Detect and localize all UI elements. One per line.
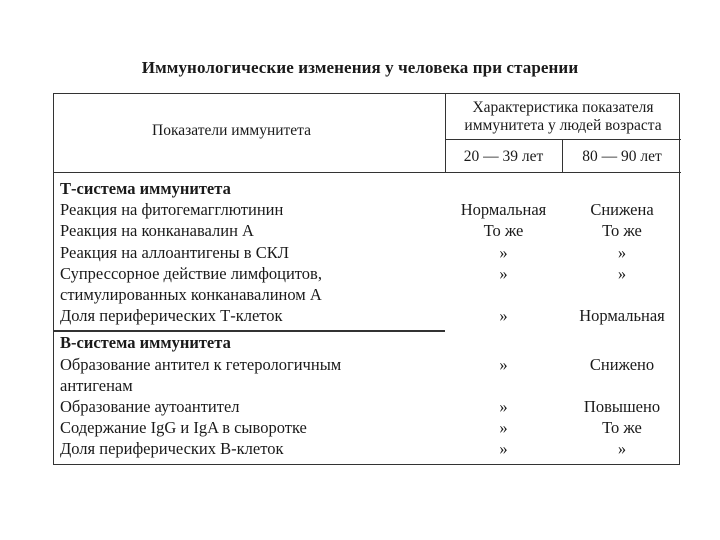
row-label: Реакция на аллоантигены в СКЛ	[60, 242, 289, 262]
row-label: стимулированных конканавалином А	[60, 285, 322, 304]
value-young: »	[499, 439, 508, 459]
row-label: Супрессорное действие лимфоцитов,	[60, 263, 322, 283]
value-old: »	[617, 242, 627, 262]
value-old: Снижено	[589, 354, 655, 374]
header-characteristic-line2: иммунитета у людей возраста	[464, 117, 662, 134]
section-title: Т-система иммунитета	[60, 179, 231, 198]
value-young: То же	[483, 221, 524, 241]
value-old: Повышено	[583, 397, 661, 416]
value-young: »	[499, 263, 508, 283]
row-label: Доля периферических В-клеток	[60, 439, 284, 459]
header-age-old: 80 — 90 лет	[582, 148, 662, 165]
section-title: В-система иммунитета	[60, 333, 231, 353]
value-old: Снижена	[590, 200, 654, 220]
value-young: »	[499, 242, 508, 262]
value-young: Нормальная	[460, 200, 547, 220]
value-young: »	[499, 397, 508, 416]
row-label: Доля периферических Т-клеток	[60, 306, 283, 326]
value-old: То же	[602, 221, 642, 241]
header-age-young: 20 — 39 лет	[463, 148, 544, 165]
value-old: »	[617, 439, 627, 459]
value-old: »	[617, 263, 627, 283]
row-label: Реакция на фитогемагглютинин	[60, 200, 284, 220]
row-label: Образование аутоантител	[60, 397, 240, 416]
value-old: То же	[602, 418, 642, 438]
value-old: Нормальная	[579, 306, 665, 326]
page-title: Иммунологические изменения у человека при старении	[141, 58, 579, 77]
header-characteristic-line1: Характеристика показателя	[472, 99, 654, 116]
value-young: »	[499, 354, 508, 374]
row-label: Содержание IgG и IgA в сыворотке	[60, 418, 307, 438]
row-label: Образование антител к гетерологичным	[60, 354, 342, 374]
header-bottom-line	[54, 172, 681, 173]
value-young: »	[499, 306, 508, 326]
immunity-table	[53, 93, 680, 465]
row-label: антигенам	[60, 375, 133, 395]
header-indicators: Показатели иммунитета	[152, 122, 312, 139]
row-label: Реакция на конканавалин А	[60, 221, 254, 241]
value-young: »	[499, 418, 508, 438]
